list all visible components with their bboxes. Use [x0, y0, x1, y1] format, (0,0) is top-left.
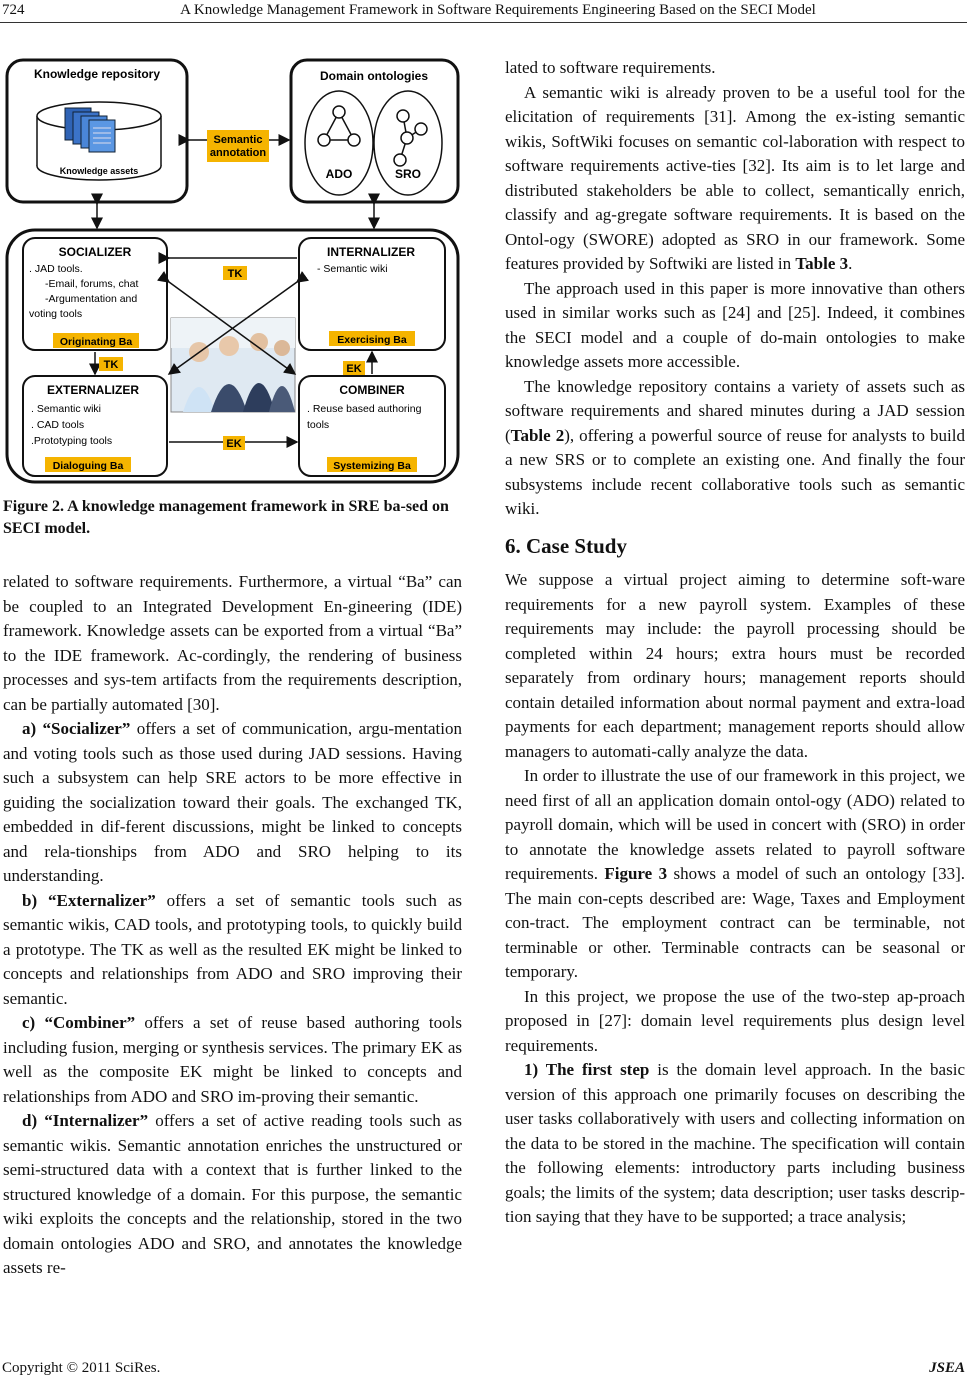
paragraph — [505, 81, 965, 277]
externalizer-title: EXTERNALIZER — [46, 383, 140, 397]
dialoguing-ba-label: Dialoguing Ba — [52, 460, 124, 472]
item-lead: c) “Combiner” — [22, 1013, 136, 1032]
item-text: offers a set of communication, argu-mentation and voting tools such as those used during JAD sessions. Having such a subsystem can help SRE actors to be more effective in guiding the socialization toward their goals. The exchanged TK, embedded in dif-ferent discussions, might be linked to concepts and rela-tionships from ADO and SRO helping to its understanding. — [3, 719, 463, 885]
copyright: Copyright © 2011 SciRes. — [2, 1360, 161, 1376]
team-photo — [171, 318, 295, 412]
paragraph: The approach used in this paper is more innovative than others used in similar works such as [24] and [25]. Indeed, it combines the SECI model and a couple of do-main ontologies to make knowledge assets more accessible. — [505, 278, 965, 371]
semantic-line1: Semantic — [213, 134, 263, 146]
running-header — [0, 0, 967, 23]
combiner-item: . Reuse based authoring — [307, 403, 422, 415]
externalizer-item: . CAD tools — [31, 419, 85, 431]
text: A semantic wiki is already proven to be a useful tool for the elicitation of requirements [31]. Among the ex-isting semantic wikis, SoftWiki focuses on semantic col-laboration with respect to software requirements active-ties [32]. Its aim is to let large and distributed stakeholders be able to collect, semantically enrich, classify and ag-gregate software requirements. It is based on the Ontol-ogy (SWORE) adopted as SRO in our framework. Some features provided by Softwiki are listed in — [505, 82, 965, 273]
systemizing-ba-label: Systemizing Ba — [333, 460, 411, 472]
socializer-item: -Argumentation and — [45, 293, 138, 305]
paragraph-internalizer — [3, 1109, 462, 1281]
knowledge-repository-label: Knowledge repository — [33, 67, 161, 81]
paragraph — [505, 375, 965, 522]
combiner-item: tools — [307, 419, 330, 431]
table-ref: Table 3 — [795, 254, 849, 273]
knowledge-assets-label: Knowledge assets — [59, 166, 139, 176]
internalizer-item: - Semantic wiki — [317, 263, 388, 275]
right-column — [505, 56, 965, 1230]
combiner-title: COMBINER — [339, 383, 405, 397]
paragraph: lated to software requirements. — [505, 58, 716, 77]
running-title: A Knowledge Management Framework in Software Requirements Engineering Based on the SECI Model — [180, 2, 816, 18]
paragraph: related to software requirements. Furthermore, a virtual “Ba” can be coupled to an Integrated Development En-gineering (IDE) framework. Knowledge assets can be exported from a virtual “Ba” to the IDE framework. Ac-cordingly, the rendering of business processes and sys-tem artifacts from the requirements description, can be partially automated [30]. — [3, 572, 462, 714]
item-lead: a) “Socializer” — [22, 719, 131, 738]
section-heading: 6. Case Study — [505, 533, 627, 558]
figure-caption: Figure 2. A knowledge management framework in SRE ba-sed on SECI model. — [3, 498, 449, 537]
text: . — [848, 254, 853, 273]
item-text: offers a set of semantic tools such as semantic wikis, CAD tools, and prototyping tools, to quickly build a prototype. The TK as well as the resulted EK might be linked to concepts and relationships from ADO and SRO improving their semantic. — [3, 890, 463, 1008]
socializer-item: -Email, forums, chat — [45, 278, 139, 290]
paragraph — [505, 1058, 965, 1230]
tk-label: TK — [227, 268, 243, 280]
exercising-ba-label: Exercising Ba — [337, 334, 407, 346]
domain-ontologies-label: Domain ontologies — [320, 69, 428, 83]
originating-ba-label: Originating Ba — [59, 336, 133, 348]
externalizer-item: . Semantic wiki — [31, 403, 102, 415]
text: The knowledge repository contains a variety of assets such as software requirements and shared minutes during a JAD session ( — [505, 376, 965, 445]
figure-ref: Figure 3 — [604, 864, 668, 883]
item-text: offers a set of active reading tools such as semantic wikis. Semantic annotation enriches the unstructured or semi-structured data with a context that is further linked to the structured knowledge of a domain. For this purpose, the semantic wiki exploits the concepts and the relationship, stored in the two domain ontologies ADO and SRO, and annotates the knowledge assets re- — [3, 1111, 462, 1277]
framework-figure — [3, 56, 462, 488]
externalizer-item: .Prototyping tools — [31, 435, 113, 447]
item-lead: d) “Internalizer” — [22, 1111, 149, 1130]
sro-label: SRO — [394, 167, 422, 181]
ado-label: ADO — [325, 167, 353, 181]
socializer-item: . JAD tools. — [29, 263, 83, 275]
paragraph — [505, 764, 965, 985]
table-ref: Table 2 — [510, 425, 565, 445]
page-number: 724 — [2, 2, 25, 18]
item-text: offers a set of reuse based authoring tools including fusion, merging or synthesis services. The primary EK as well as the composite EK might be linked to concepts and relationships from ADO and SRO im-proving their semantic. — [3, 1013, 462, 1106]
internalizer-title: INTERNALIZER — [327, 245, 415, 259]
step-lead: 1) The first step — [524, 1060, 650, 1079]
left-column — [3, 56, 462, 1281]
tk-label: TK — [103, 359, 119, 371]
text: In order to illustrate the use of our framework in this project, we need first of all an application domain ontol-ogy (ADO) related to payroll domain, which will be used in concert with (SRO) in order to annotate the knowledge assets related to payroll software requirements. — [505, 766, 965, 883]
paragraph-combiner — [3, 1011, 462, 1109]
ek-label: EK — [226, 438, 242, 450]
journal-name: JSEA — [929, 1360, 965, 1376]
framework-diagram — [3, 56, 462, 488]
paragraph-externalizer — [3, 889, 462, 1012]
text: is the domain level approach. In the basic version of this approach one primarily focuses on describing the user tasks collaboratively with users and collecting information on the data to be stored in the machine. The specification will contain the following elements: introductory parts including business goals; the limits of the system; data description; user tasks descrip-tion saying that they have to be supported; a trace analysis; — [505, 1060, 965, 1226]
socializer-title: SOCIALIZER — [58, 245, 132, 259]
paragraph: In this project, we propose the use of the two-step ap-proach proposed in [27]: domain level requirements plus design level requirements. — [505, 986, 965, 1055]
text: shows a model of such an ontology [33]. The main con-cepts described are: Wage, Taxes and Employment con-tract. The employment contract can be terminable, not terminable or other. Terminable contracts can be seasonal or temporary. — [505, 864, 965, 981]
socializer-item: voting tools — [29, 308, 83, 320]
paragraph: We suppose a virtual project aiming to determine soft-ware requirements for a new payroll system. Examples of these requirements may include: the payroll processing should be completed within 24 hours; extra hours must be recorded separately from ordinary hours; management reports should contain detailed information about normal payment and extra-load payments for each department; management reports should allow managers to automati-cally analyze the data. — [505, 570, 965, 761]
semantic-line2: annotation — [209, 147, 267, 159]
paragraph-socializer — [3, 717, 462, 889]
ek-label: EK — [346, 363, 362, 375]
text: ), offering a powerful source of reuse for analysts to build a new SRS or to complete an existing one. And finally the four subsystems include recent collaborative tools such as semantic wiki. — [505, 425, 965, 518]
page-footer — [0, 1358, 967, 1378]
item-lead: b) “Externalizer” — [22, 890, 156, 910]
